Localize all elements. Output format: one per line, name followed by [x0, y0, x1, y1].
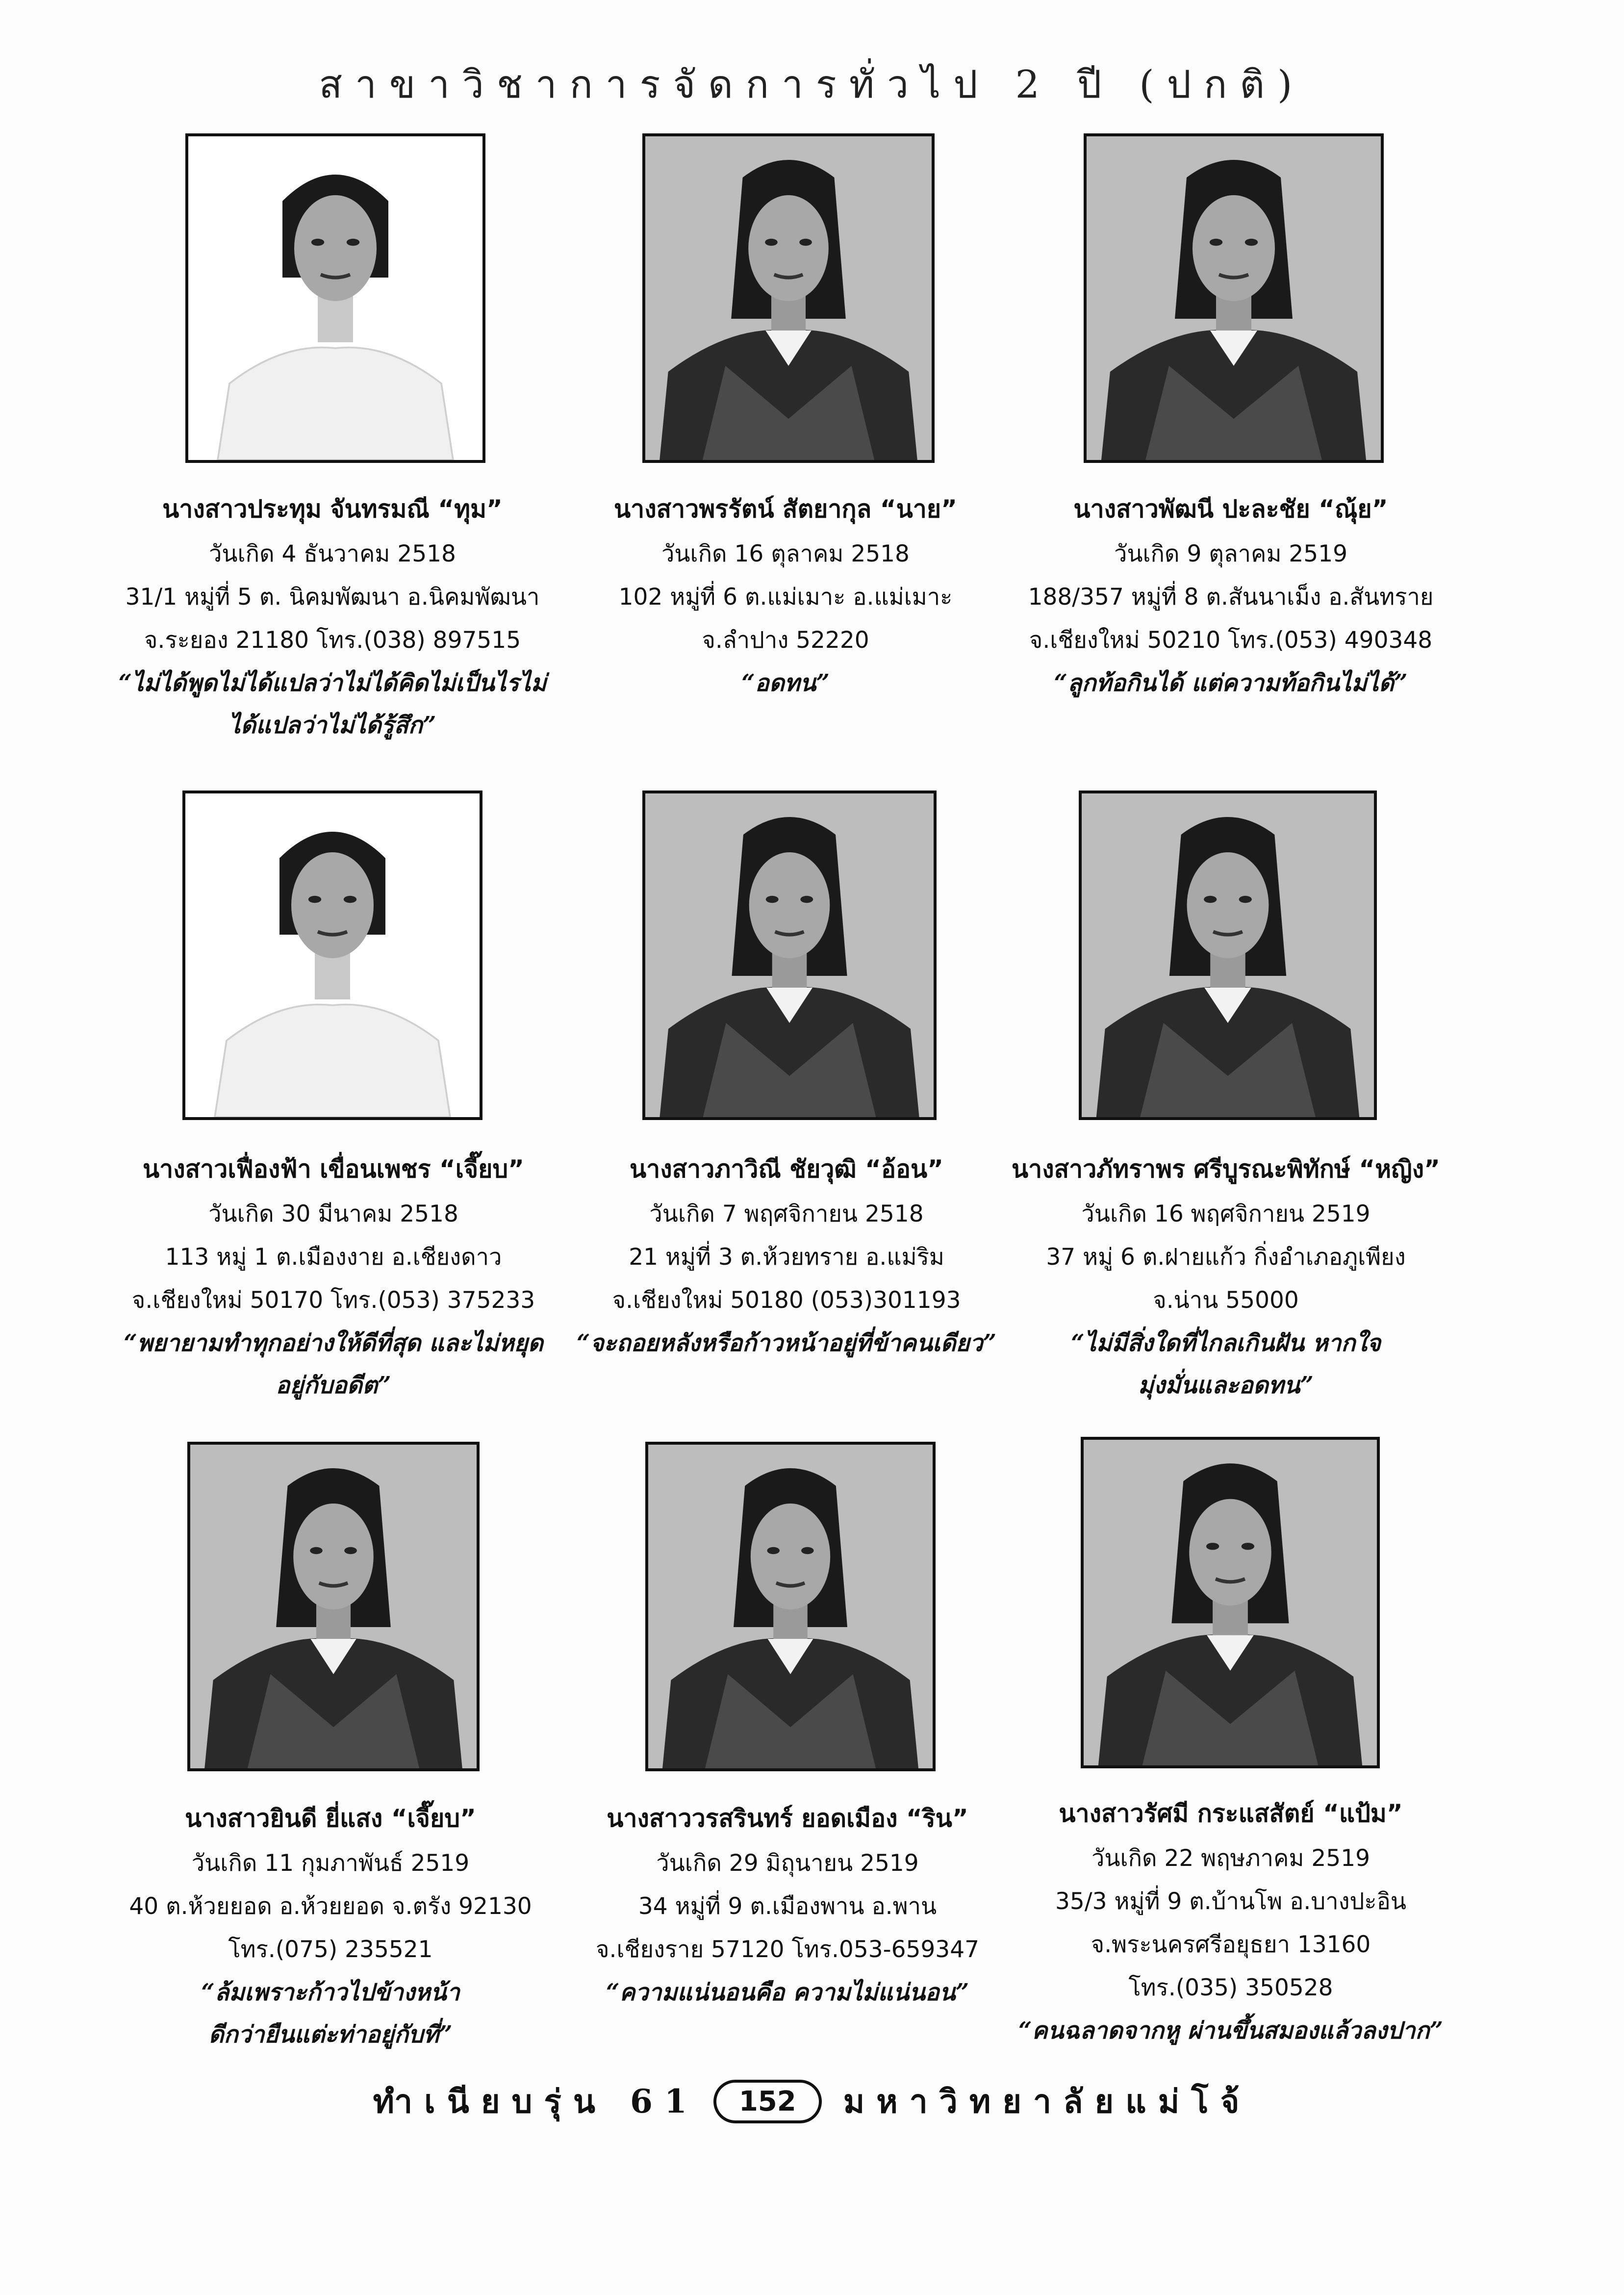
portrait-image	[190, 1445, 477, 1768]
student-entry	[976, 1790, 1486, 2052]
student-name: นางสาวภัทราพร ศรีบูรณะพิทักษ์ “หญิง”	[1011, 1155, 1441, 1183]
student-birthday: วันเกิด 16 ตุลาคม 2518	[661, 540, 910, 567]
student-motto: “ล้มเพราะก้าวไปข้างหน้า	[201, 1979, 460, 2006]
page-heading: สาขาวิชาการจัดการทั่วไป 2 ปี (ปกติ)	[319, 63, 1305, 107]
portrait-image	[1087, 136, 1381, 460]
student-birthday: วันเกิด 7 พฤศจิกายน 2518	[649, 1200, 924, 1227]
student-address: จ.เชียงราย 57120 โทร.053-659347	[596, 1936, 979, 1963]
student-address: โทร.(075) 235521	[228, 1936, 433, 1963]
portrait-image	[645, 136, 932, 460]
student-address: 113 หมู่ 1 ต.เมืองงาย อ.เชียงดาว	[165, 1244, 502, 1271]
student-entry	[976, 485, 1486, 704]
student-entry	[76, 1795, 585, 2056]
student-photo	[1081, 1437, 1380, 1768]
student-motto: “คนฉลาดจากหู ผ่านขึ้นสมองแล้วลงปาก”	[1018, 2017, 1444, 2044]
student-motto: “จะถอยหลังหรือก้าวหน้าอยู่ที่ข้าคนเดียว”	[576, 1329, 997, 1357]
student-address: 102 หมู่ที่ 6 ต.แม่เมาะ อ.แม่เมาะ	[618, 584, 953, 611]
student-motto: “ไม่ได้พูดไม่ได้แปลว่าไม่ได้คิดไม่เป็นไรไม่	[118, 669, 547, 697]
portrait-image	[188, 136, 482, 460]
footer-yearbook-title: ทำเนียบรุ่น 61	[373, 2082, 699, 2120]
portrait-image	[185, 793, 480, 1117]
student-photo	[642, 133, 935, 463]
portrait-image	[645, 793, 934, 1117]
student-birthday: วันเกิด 4 ธันวาคม 2518	[209, 540, 456, 567]
student-motto: “พยายามทำทุกอย่างให้ดีที่สุด และไม่หยุด	[124, 1329, 543, 1357]
student-birthday: วันเกิด 22 พฤษภาคม 2519	[1091, 1845, 1370, 1872]
portrait-image	[1082, 793, 1374, 1117]
student-address: จ.เชียงใหม่ 50170 โทร.(053) 375233	[131, 1287, 535, 1314]
student-photo	[187, 1442, 480, 1771]
student-entry	[531, 485, 1040, 704]
student-entry	[78, 1146, 588, 1406]
student-address: 35/3 หมู่ที่ 9 ต.บ้านโพ อ.บางปะอิน	[1055, 1888, 1406, 1915]
student-birthday: วันเกิด 11 กุมภาพันธ์ 2519	[191, 1850, 470, 1877]
student-entry	[532, 1146, 1041, 1364]
student-name: นางสาวเฟื่องฟ้า เขื่อนเพชร “เจี๊ยบ”	[142, 1155, 525, 1183]
student-birthday: วันเกิด 29 มิถุนายน 2519	[656, 1850, 919, 1877]
student-photo	[182, 790, 482, 1120]
student-entry	[77, 485, 587, 746]
student-name: นางสาวประทุม จันทรมณี “ทุม”	[162, 495, 503, 523]
student-address: จ.ระยอง 21180 โทร.(038) 897515	[144, 627, 521, 654]
student-address: 40 ต.ห้วยยอด อ.ห้วยยอด จ.ตรัง 92130	[129, 1893, 532, 1920]
student-address: 21 หมู่ที่ 3 ต.ห้วยทราย อ.แม่ริม	[629, 1244, 944, 1271]
footer-university: มหาวิทยาลัยแม่โจ้	[843, 2082, 1251, 2120]
student-birthday: วันเกิด 30 มีนาคม 2518	[208, 1200, 458, 1227]
student-address: 31/1 หมู่ที่ 5 ต. นิคมพัฒนา อ.นิคมพัฒนา	[125, 584, 540, 611]
portrait-image	[648, 1445, 933, 1768]
student-address: จ.เชียงใหม่ 50210 โทร.(053) 490348	[1029, 627, 1433, 654]
portrait-image	[1084, 1440, 1377, 1765]
student-address: จ.น่าน 55000	[1153, 1287, 1299, 1314]
student-motto: “ลูกท้อกินได้ แต่ความท้อกินไม่ได้”	[1054, 669, 1408, 697]
student-birthday: วันเกิด 9 ตุลาคม 2519	[1114, 540, 1348, 567]
student-entry	[971, 1146, 1481, 1406]
student-address: 34 หมู่ที่ 9 ต.เมืองพาน อ.พาน	[638, 1893, 937, 1920]
student-motto: อยู่กับอดีต”	[276, 1372, 391, 1399]
page-number: 152	[713, 2080, 822, 2123]
student-motto: มุ่งมั่นและอดทน”	[1138, 1372, 1314, 1399]
student-address: โทร.(035) 350528	[1128, 1974, 1333, 2001]
student-name: นางสาวพัฒนี ปะละชัย “ณุ้ย”	[1073, 495, 1388, 523]
student-photo	[642, 790, 937, 1120]
student-motto: “อดทน”	[741, 669, 830, 697]
student-name: นางสาววรสรินทร์ ยอดเมือง “ริน”	[607, 1804, 968, 1833]
student-name: นางสาวยินดี ยี่แสง “เจี๊ยบ”	[185, 1804, 476, 1833]
student-name: นางสาวภาวิณี ชัยวุฒิ “อ้อน”	[629, 1155, 944, 1183]
student-motto: ได้แปลว่าไม่ได้รู้สึก”	[228, 712, 436, 739]
student-photo	[1079, 790, 1377, 1120]
student-name: นางสาวรัศมี กระแสสัตย์ “แป้ม”	[1059, 1799, 1403, 1828]
student-birthday: วันเกิด 16 พฤศจิกายน 2519	[1081, 1200, 1370, 1227]
student-address: 188/357 หมู่ที่ 8 ต.สันนาเม็ง อ.สันทราย	[1028, 584, 1434, 611]
student-name: นางสาวพรรัตน์ สัตยากุล “นาย”	[613, 495, 958, 523]
student-address: จ.ลำปาง 52220	[702, 627, 869, 654]
student-entry	[533, 1795, 1042, 2014]
student-address: จ.เชียงใหม่ 50180 (053)301193	[612, 1287, 961, 1314]
student-motto: “ความแน่นอนคือ ความไม่แน่นอน”	[606, 1979, 969, 2006]
page-footer	[0, 2072, 1624, 2131]
student-motto: ดีกว่ายืนแต่ะท่าอยู่กับที่”	[208, 2021, 453, 2048]
student-photo	[185, 133, 485, 463]
student-motto: “ไม่มีสิ่งใดที่ไกลเกินฝัน หากใจ	[1071, 1329, 1381, 1357]
student-address: จ.พระนครศรีอยุธยา 13160	[1091, 1931, 1371, 1958]
student-photo	[645, 1442, 936, 1771]
student-photo	[1084, 133, 1384, 463]
student-address: 37 หมู่ 6 ต.ฝายแก้ว กิ่งอำเภอภูเพียง	[1046, 1244, 1406, 1271]
